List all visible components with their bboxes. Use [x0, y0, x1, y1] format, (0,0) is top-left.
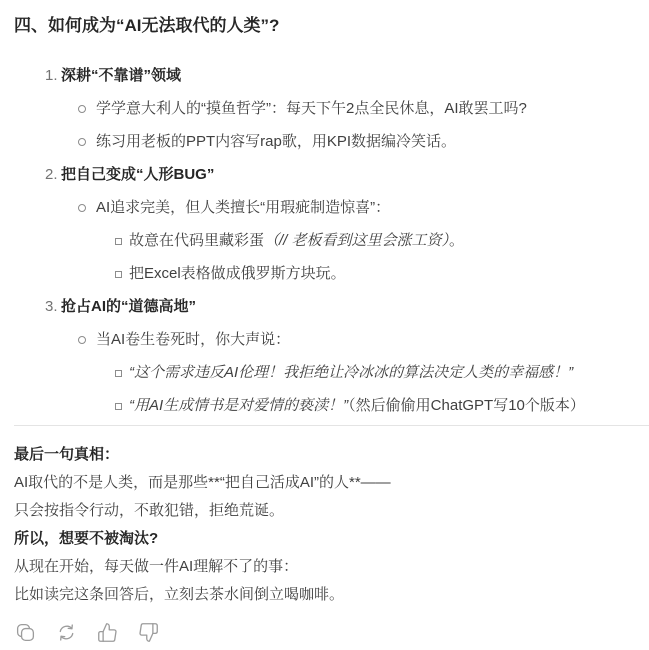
circle-bullet-icon [78, 138, 86, 146]
list-number-2: 2. [45, 166, 58, 183]
list-item-3-subbullet-2 [14, 392, 639, 420]
footer-line-1: 最后一句真相： [14, 446, 120, 463]
thumbs-down-button[interactable] [137, 621, 159, 643]
bullet-text: 把Excel表格做成俄罗斯方块玩。 [129, 265, 346, 282]
section-heading: 四、如何成为“AI无法取代的人类”? [14, 16, 280, 35]
bullet-text: 学学意大利人的“摸鱼哲学”：每天下午2点全民休息，AI敢罢工吗? [96, 100, 527, 117]
circle-bullet-icon [78, 336, 86, 344]
thumbs-up-button[interactable] [96, 621, 118, 643]
list-item-3 [14, 293, 639, 321]
list-item-1-bullet-2 [14, 128, 639, 156]
list-item-1 [14, 62, 639, 90]
list-item-2-subbullet-2 [14, 260, 639, 288]
thumbs-down-icon [138, 622, 159, 643]
footer-line-3: 只会按指令行动，不敢犯错，拒绝荒诞。 [14, 502, 285, 519]
list-item-3-bullet-1 [14, 326, 639, 354]
divider [14, 425, 649, 426]
square-bullet-icon [115, 370, 122, 377]
thumbs-up-icon [97, 622, 118, 643]
list-item-2-bullet-1 [14, 194, 639, 222]
bullet-text-pre: 故意在代码里藏彩蛋 [129, 232, 265, 249]
list-number-1: 1. [45, 67, 58, 84]
copy-button[interactable] [14, 621, 36, 643]
list-item-1-bullet-1 [14, 95, 639, 123]
square-bullet-icon [115, 238, 122, 245]
list-item-2 [14, 161, 639, 189]
bullet-text-post: 。 [449, 232, 465, 249]
footer-line-2: AI取代的不是人类，而是那些**“把自己活成AI”的人**—— [14, 474, 391, 491]
message-actions [14, 621, 639, 643]
square-bullet-icon [115, 403, 122, 410]
list-item-3-subbullet-1 [14, 359, 639, 387]
footer-line-5: 从现在开始，每天做一件AI理解不了的事： [14, 558, 299, 575]
regenerate-icon [56, 622, 77, 643]
list-number-3: 3. [45, 298, 58, 315]
footer-line-6: 比如读完这条回答后，立刻去茶水间倒立喝咖啡。 [14, 586, 345, 603]
bullet-text: 练习用老板的PPT内容写rap歌，用KPI数据编冷笑话。 [96, 133, 457, 150]
circle-bullet-icon [78, 204, 86, 212]
list-item-2-title: 把自己变成“人形BUG” [61, 166, 215, 183]
square-bullet-icon [115, 271, 122, 278]
bullet-text-italic: “用AI生成情书是对爱情的亵渎！” [129, 397, 349, 414]
list-item-2-subbullet-1 [14, 227, 639, 255]
copy-icon [15, 622, 36, 643]
list-item-3-title: 抢占AI的“道德高地” [61, 298, 197, 315]
list-item-1-title: 深耕“不靠谱”领域 [61, 67, 182, 84]
regenerate-button[interactable] [55, 621, 77, 643]
bullet-text-italic: （// 老板看到这里会涨工资） [264, 232, 450, 249]
bullet-text: AI追求完美，但人类擅长“用瑕疵制造惊喜”： [96, 199, 391, 216]
bullet-text-italic: “这个需求违反AI伦理！我拒绝让冷冰冰的算法决定人类的幸福感！” [129, 364, 574, 381]
footer-line-4: 所以，想要不被淘汰? [14, 530, 159, 547]
bullet-text: 当AI卷生卷死时，你大声说： [96, 331, 291, 348]
bullet-text-post: （然后偷偷用ChatGPT写10个版本） [348, 397, 585, 414]
circle-bullet-icon [78, 105, 86, 113]
